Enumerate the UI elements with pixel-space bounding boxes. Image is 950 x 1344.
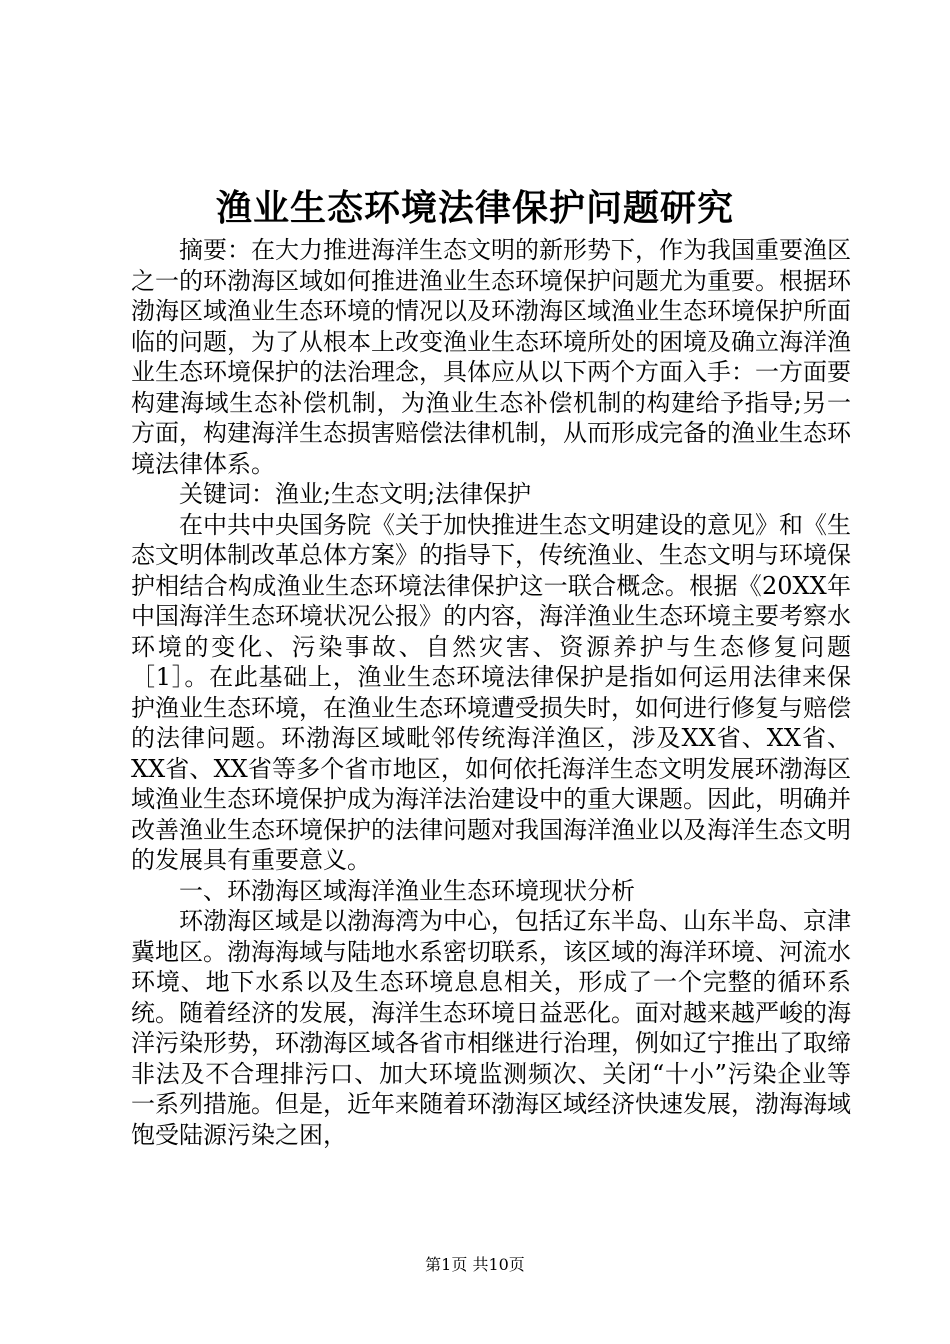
section-paragraph: 环渤海区域是以渤海湾为中心，包括辽东半岛、山东半岛、京津冀地区。渤海海域与陆地水系密切联系，该区域的海洋环境、河流水环境、地下水系以及生态环境息息相关，形成了一个完整的循环系统。随着经济的发展，海洋生态环境日益恶化。面对越来越严峻的海洋污染形势，环渤海区域各省市相继进行治理，例如辽宁推出了取缔非法及不合理排污口、加大环境监测频次、关闭“十小”污染企业等一系列措施。但是，近年来随着环渤海区域经济快速发展，渤海海域饱受陆源污染之困， [131, 907, 851, 1149]
page-footer: 第1页 共10页 [425, 1255, 525, 1274]
document-body [131, 235, 851, 1150]
page-title: 渔业生态环境法律保护问题研究 [215, 187, 734, 229]
abstract-paragraph: 摘要：在大力推进海洋生态文明的新形势下，作为我国重要渔区之一的环渤海区域如何推进渔业生态环境保护问题尤为重要。根据环渤海区域渔业生态环境的情况以及环渤海区域渔业生态环境保护所面临的问题，为了从根本上改变渔业生态环境所处的困境及确立海洋渔业生态环境保护的法治理念，具体应从以下两个方面入手：一方面要构建海域生态补偿机制，为渔业生态补偿机制的构建给予指导;另一方面，构建海洋生态损害赔偿法律机制，从而形成完备的渔业生态环境法律体系。 [131, 236, 851, 478]
keywords-paragraph: 关键词：渔业;生态文明;法律保护 [179, 480, 532, 508]
intro-paragraph: 在中共中央国务院《关于加快推进生态文明建设的意见》和《生态文明体制改革总体方案》的指导下，传统渔业、生态文明与环境保护相结合构成渔业生态环境法律保护这一联合概念。根据《20XX年中国海洋生态环境状况公报》的内容，海洋渔业生态环境主要考察水环境的变化、污染事故、自然灾害、资源养护与生态修复问题［1］。在此基础上，渔业生态环境法律保护是指如何运用法律来保护渔业生态环境，在渔业生态环境遭受损失时，如何进行修复与赔偿的法律问题。环渤海区域毗邻传统海洋渔区，涉及XX省、XX省、XX省、XX省等多个省市地区，如何依托海洋生态文明发展环渤海区域渔业生态环境保护成为海洋法治建设中的重大课题。因此，明确并改善渔业生态环境保护的法律问题对我国海洋渔业以及海洋生态文明的发展具有重要意义。 [131, 510, 851, 874]
section-heading: 一、环渤海区域海洋渔业生态环境现状分析 [179, 876, 635, 905]
